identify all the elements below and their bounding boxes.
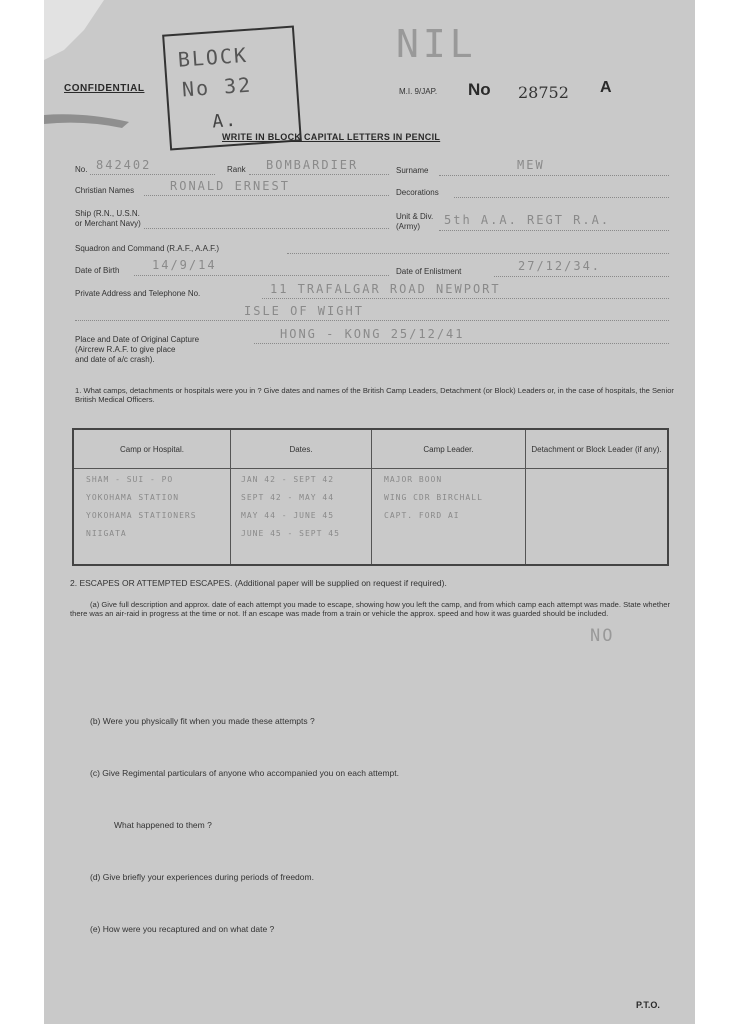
leader-entry: MAJOR BOON: [384, 475, 443, 484]
stamp-line-3: A.: [211, 109, 239, 133]
rank-value: BOMBARDIER: [266, 158, 359, 172]
question-2e: (e) How were you recaptured and on what date ?: [90, 924, 275, 934]
ship-label-1: Ship (R.N., U.S.N.: [75, 209, 140, 218]
capture-label-1: Place and Date of Original Capture: [75, 335, 200, 344]
camps-cell: [73, 469, 231, 566]
christian-names-value: RONALD ERNEST: [170, 179, 290, 193]
dob-value: 14/9/14: [152, 258, 217, 272]
date-entry: JAN 42 - SEPT 42: [241, 475, 335, 484]
unit-label-2: (Army): [396, 222, 420, 231]
surname-label: Surname: [396, 166, 429, 175]
christian-names-label: Christian Names: [75, 186, 135, 195]
capture-label-3: and date of a/c crash).: [75, 355, 155, 364]
question-1: 1. What camps, detachments or hospitals were you in ? Give dates and names of the British Camp Leaders, Detachment (or Block) Leaders or, in the case of hospitals, the Senior British Medical Officers.: [75, 386, 674, 404]
camp-entry: SHAM - SUI - PO: [86, 475, 174, 484]
squadron-label: Squadron and Command (R.A.F., A.A.F.): [75, 244, 220, 253]
camp-entry: YOKOHAMA STATION: [86, 493, 180, 502]
date-entry: SEPT 42 - MAY 44: [241, 493, 335, 502]
rank-label: Rank: [227, 165, 246, 174]
enlistment-value: 27/12/34.: [518, 259, 602, 273]
number-label: No: [468, 80, 491, 99]
date-entry: MAY 44 - JUNE 45: [241, 511, 335, 520]
col-header-dates: Dates.: [231, 429, 372, 469]
question-2-title: 2. ESCAPES OR ATTEMPTED ESCAPES. (Additional paper will be supplied on request if required).: [70, 578, 447, 588]
leader-entry: WING CDR BIRCHALL: [384, 493, 483, 502]
col-header-camp-leader: Camp Leader.: [372, 429, 526, 469]
camp-entry: YOKOHAMA STATIONERS: [86, 511, 197, 520]
form-page: [44, 0, 695, 1024]
confidential-label: CONFIDENTIAL: [64, 83, 145, 94]
col-header-detachment: Detachment or Block Leader (if any).: [526, 429, 669, 469]
detachment-cell: [526, 469, 669, 566]
torn-corner-mark: [44, 0, 164, 140]
series-letter: A: [600, 79, 612, 96]
surname-value: MEW: [517, 158, 545, 172]
address-value-line1: 11 TRAFALGAR ROAD NEWPORT: [270, 282, 501, 296]
capture-label-2: (Aircrew R.A.F. to give place: [75, 345, 176, 354]
camp-entry: NIIGATA: [86, 529, 127, 538]
capture-value: HONG - KONG 25/12/41: [280, 327, 465, 341]
question-2c-followup: What happened to them ?: [114, 820, 212, 830]
document-number: 28752: [518, 83, 569, 102]
stamp-line-2: No 32: [181, 72, 253, 102]
leader-entry: CAPT. FORD AI: [384, 511, 460, 520]
question-2d: (d) Give briefly your experiences during periods of freedom.: [90, 872, 314, 882]
decorations-label: Decorations: [396, 188, 439, 197]
unit-value: 5th A.A. REGT R.A.: [444, 213, 611, 227]
leaders-cell: [372, 469, 526, 566]
address-label: Private Address and Telephone No.: [75, 289, 201, 298]
question-2b: (b) Were you physically fit when you made these attempts ?: [90, 716, 315, 726]
nil-mark: NIL: [396, 22, 477, 66]
pto-label: P.T.O.: [636, 1000, 660, 1010]
dates-cell: [231, 469, 372, 566]
col-header-camp: Camp or Hospital.: [73, 429, 231, 469]
service-number-value: 842402: [96, 158, 152, 172]
ship-label-2: or Merchant Navy): [75, 219, 141, 228]
date-entry: JUNE 45 - SEPT 45: [241, 529, 340, 538]
pencil-instruction: WRITE IN BLOCK CAPITAL LETTERS IN PENCIL: [222, 132, 441, 142]
enlistment-label: Date of Enlistment: [396, 267, 462, 276]
form-reference: M.I. 9/JAP.: [399, 87, 438, 96]
question-2c: (c) Give Regimental particulars of anyone who accompanied you on each attempt.: [90, 768, 399, 778]
dob-label: Date of Birth: [75, 266, 120, 275]
question-2a: (a) Give full description and approx. date of each attempt you made to escape, showing how you left the camp, and from which camp each attempt was made. State whether there was an air-raid in progress at the time or not. If an escape was made from a train or vehicle the approx. speed and how it was guarded should be included.: [70, 600, 670, 618]
unit-label-1: Unit & Div.: [396, 212, 434, 221]
camps-table: [72, 428, 669, 566]
stamp-line-1: BLOCK: [177, 42, 249, 72]
service-number-label: No.: [75, 165, 88, 174]
question-2a-answer: NO: [590, 626, 615, 646]
address-value-line2: ISLE OF WIGHT: [244, 304, 364, 318]
detachment-entry: [526, 475, 667, 493]
